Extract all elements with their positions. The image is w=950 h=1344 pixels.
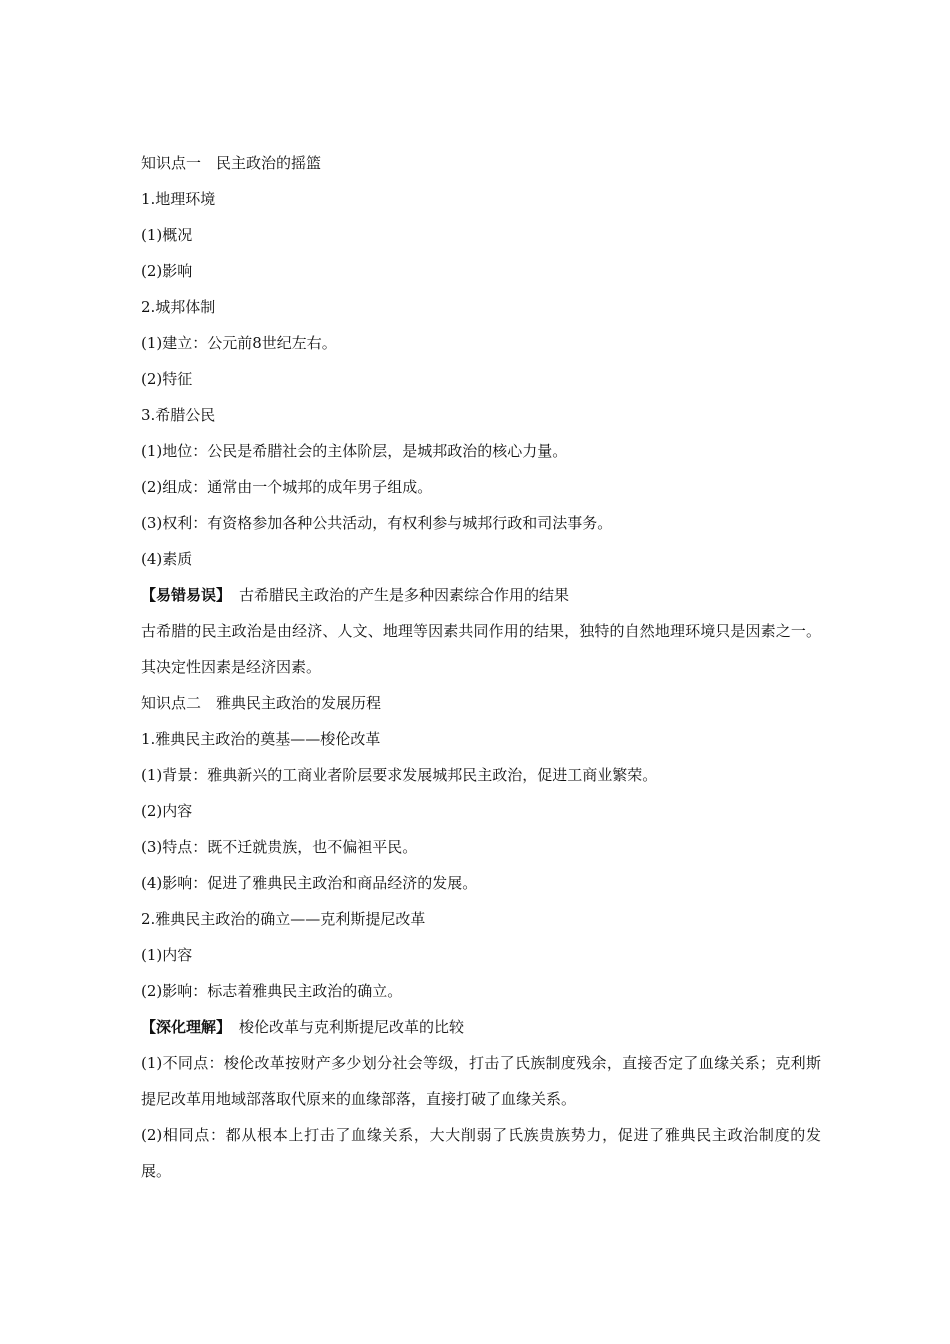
list-item: (2)影响 bbox=[141, 262, 193, 280]
list-item: (1)建立：公元前8世纪左右。 bbox=[141, 334, 337, 352]
list-item: (2)内容 bbox=[141, 802, 193, 820]
subheading-cleisthenes: 2.雅典民主政治的确立——克利斯提尼改革 bbox=[141, 910, 426, 928]
list-item: (4)素质 bbox=[141, 550, 193, 568]
tip-tag: 【深化理解】 bbox=[141, 1018, 232, 1036]
list-item: (1)地位：公民是希腊社会的主体阶层，是城邦政治的核心力量。 bbox=[141, 442, 568, 460]
comparison-similarities: (2)相同点：都从根本上打击了血缘关系，大大削弱了氏族贵族势力，促进了雅典民主政治制度的发展。 bbox=[141, 1126, 821, 1180]
document-page bbox=[141, 153, 821, 1197]
comparison-differences: (1)不同点：梭伦改革按财产多少划分社会等级，打击了氏族制度残余，直接否定了血缘关系；克利斯提尼改革用地域部落取代原来的血缘部落，直接打破了血缘关系。 bbox=[141, 1054, 821, 1108]
tip-heading-common-mistake bbox=[141, 585, 821, 605]
section-heading-2: 知识点二 雅典民主政治的发展历程 bbox=[141, 694, 382, 712]
tip-title: 古希腊民主政治的产生是多种因素综合作用的结果 bbox=[239, 586, 570, 604]
tip-tag: 【易错易误】 bbox=[141, 586, 232, 604]
subheading-citizens: 3.希腊公民 bbox=[141, 406, 216, 424]
list-item: (3)特点：既不迁就贵族，也不偏袒平民。 bbox=[141, 838, 418, 856]
list-item: (2)组成：通常由一个城邦的成年男子组成。 bbox=[141, 478, 433, 496]
section-heading-1: 知识点一 民主政治的摇篮 bbox=[141, 154, 322, 172]
tip-title: 梭伦改革与克利斯提尼改革的比较 bbox=[239, 1018, 465, 1036]
subheading-solon: 1.雅典民主政治的奠基——梭伦改革 bbox=[141, 730, 381, 748]
tip-body: 古希腊的民主政治是由经济、人文、地理等因素共同作用的结果，独特的自然地理环境只是因素之一。其决定性因素是经济因素。 bbox=[141, 622, 821, 676]
tip-heading-deep-understanding bbox=[141, 1017, 821, 1037]
list-item: (1)背景：雅典新兴的工商业者阶层要求发展城邦民主政治，促进工商业繁荣。 bbox=[141, 766, 658, 784]
list-item: (1)概况 bbox=[141, 226, 193, 244]
list-item: (1)内容 bbox=[141, 946, 193, 964]
subheading-geography: 1.地理环境 bbox=[141, 190, 216, 208]
list-item: (3)权利：有资格参加各种公共活动，有权利参与城邦行政和司法事务。 bbox=[141, 514, 613, 532]
list-item: (4)影响：促进了雅典民主政治和商品经济的发展。 bbox=[141, 874, 478, 892]
subheading-city-state: 2.城邦体制 bbox=[141, 298, 216, 316]
list-item: (2)影响：标志着雅典民主政治的确立。 bbox=[141, 982, 403, 1000]
list-item: (2)特征 bbox=[141, 370, 193, 388]
